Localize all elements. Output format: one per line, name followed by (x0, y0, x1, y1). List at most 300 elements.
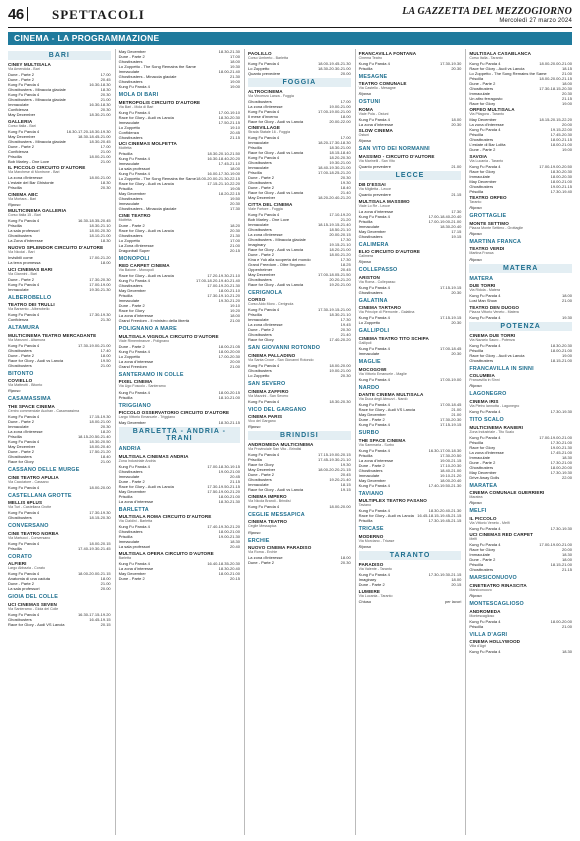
town-heading: CORATO (8, 553, 33, 560)
film-title: Dune - Parte 2 (8, 276, 35, 282)
showtimes: 20.30 (451, 320, 462, 326)
showtimes: 18.00-20.00 (218, 348, 241, 354)
cinema-name: CINEY MULTISALA (8, 62, 51, 67)
cinema-address: Martina Franca (469, 251, 494, 256)
showtimes: 19.05 (230, 186, 241, 192)
film-title: Dune - Parte 2 (469, 459, 496, 465)
masthead (8, 6, 572, 28)
film-title: Race for Glory (469, 100, 496, 106)
film-title: Priscilla (358, 518, 373, 524)
showtimes: 16.45-19.15 (89, 617, 111, 622)
film-title: Ghostbusters (248, 332, 272, 338)
film-title: Race for Glory - Audi vs Lancia (469, 65, 525, 71)
showtimes: 18.30-21.00 (329, 145, 351, 151)
cinema-name: TEATRO VERDI (469, 246, 505, 252)
showtimes: 20.30 (561, 90, 572, 96)
film-title: Oppenheimer (248, 266, 273, 272)
film-title: La zona d'interesse (469, 122, 504, 128)
film-title: La sala professori (118, 544, 151, 550)
film-row (248, 71, 351, 76)
closed-notice: Riposo (8, 388, 21, 394)
cinema-address: Via Sammaria - Surbo (358, 442, 394, 447)
showtimes: 20.15 (230, 575, 241, 581)
cinema-address: Via Nazario Sauro - Potenza (469, 337, 515, 342)
film-row (359, 164, 462, 169)
showtimes: 19.10 (230, 124, 241, 130)
film-row (359, 290, 462, 295)
showtimes: 19.30 (340, 180, 351, 186)
cinema-name: MULTISALA ROMA CIRCUITO D'AUTORE (118, 514, 212, 520)
showtimes: 18.30-20.30 (550, 342, 572, 348)
showtimes: 17.15-21.10-22.20 (207, 181, 241, 187)
showtimes: 18.10-21.00 (218, 394, 241, 400)
film-title: Kung Fu Panda 4 (469, 649, 501, 655)
cinema-name: PAOLILLO (248, 50, 272, 56)
film-title: Ghostbusters - Minaccia glaciale (248, 236, 306, 242)
showtimes: 17.45-21.10 (218, 161, 241, 167)
cinema-name: UCI CINEMAS SEVEN (8, 601, 57, 607)
cinema-address: Via Vittorio Veneto - Melfi (469, 520, 510, 525)
film-title: Ghostbusters (469, 357, 494, 363)
closed-notice: Riposo (358, 91, 372, 97)
showtimes: 16.45-18.15-19.45-21.15 (417, 513, 462, 519)
town-heading: SAN GIOVANNI ROTONDO (248, 345, 321, 352)
cinema-name: ARISTON (358, 274, 380, 280)
showtimes: 18.15-20.30 (89, 515, 111, 521)
showtimes: 18.40-21.00 (439, 467, 462, 473)
showtimes: 18.30-20.50 (89, 439, 111, 445)
cinema-address: Via Valente - Taranto (358, 567, 392, 571)
film-title: Ghostbusters (8, 515, 32, 521)
showtimes: 18.20-20.30 (329, 155, 351, 161)
film-title: Priscilla (118, 394, 133, 400)
cinema-name: DUE TORRI (469, 283, 496, 289)
showtimes: 17.00-20.30 (218, 353, 241, 359)
film-row (359, 122, 462, 127)
town-heading: CEGLIE MESSAPICA (248, 511, 305, 518)
town-heading: TRICASE (358, 526, 384, 533)
film-title: Dune - Parte 2 (248, 251, 275, 257)
showtimes: 20.30 (230, 201, 241, 207)
film-title: Kung Fu Panda 4 (358, 422, 390, 428)
listings-columns (8, 49, 572, 835)
film-title: Dune - Parte 2 (358, 462, 385, 468)
town-heading: CASAMASSIMA (8, 396, 51, 403)
film-row (469, 101, 572, 106)
film-title: Immaculate (358, 223, 380, 229)
film-title: Kung Fu Panda 4 (248, 363, 280, 369)
town-heading: BARLETTA (118, 506, 149, 513)
showtimes: 20.30 (451, 289, 462, 295)
section-title: SPETTACOLI (52, 7, 145, 22)
film-title: La zona d'interesse (248, 555, 283, 561)
showtimes: 18.30-20.40 (439, 223, 462, 229)
cinema-address: Via Giannini - Bari (8, 271, 37, 276)
showtimes: 18.00-20.00-21.15 (539, 75, 572, 81)
town-heading: GALLIPOLI (358, 328, 390, 335)
film-row (8, 546, 111, 551)
listing-column (8, 49, 111, 835)
city-heading: FOGGIA (248, 78, 351, 87)
film-title: May December (248, 271, 276, 277)
film-row (359, 599, 462, 604)
listing-column (465, 49, 572, 835)
showtimes: 17.00 (230, 237, 241, 243)
showtimes: 17.15-19.15 (439, 315, 462, 321)
showtimes: 18.10-21.00 (89, 233, 111, 239)
showtimes: 21.00 (230, 242, 241, 248)
showtimes: 20.20-21.20 (329, 276, 351, 282)
showtimes: 17.40-19.50-21.30 (428, 482, 462, 488)
film-title: Kung Fu Panda 4 (358, 482, 390, 488)
cinema-address: Via Martucci - Conversano (8, 535, 51, 540)
cinema-address: Melfi (469, 537, 477, 542)
cinema-name: UCI CINEMAS RED CARPET (469, 532, 534, 538)
film-title: Priscilla (469, 75, 484, 81)
showtimes: 17.20-19.30-21.10 (207, 273, 241, 279)
film-title: Race for Glory - Audi vs Lancia (8, 357, 64, 363)
film-title: Ghostbusters (8, 362, 32, 368)
cinema-address: Via Matteotti - Bitonto (8, 383, 43, 388)
closed-notice: Riposo (248, 529, 261, 535)
film-title: Ghostbusters (118, 134, 143, 140)
cinema-name: CINEVILLAGE (248, 125, 280, 131)
showtimes: 18.30-21.10 (329, 312, 351, 318)
film-title: Kung Fu Panda 4 (358, 572, 390, 578)
film-title: Kung Fu Panda 4 (8, 342, 40, 348)
film-title: Kung Fu Panda 4 (8, 281, 40, 287)
cinema-address: Zona Industriale - Tito Scalo (469, 429, 515, 434)
town-heading: OSTUNI (358, 99, 381, 106)
cinema-address: Francavilla in Sinni (469, 378, 500, 383)
film-title: Race for Glory - Audi vs Lancia (248, 281, 304, 287)
film-title: Priscilla (248, 312, 262, 318)
film-title: Ghostbusters (118, 232, 143, 238)
cinema-address: Barletta (118, 555, 132, 560)
showtimes: 16.30-17.00-18.30 (428, 447, 462, 453)
film-title: Kung Fu Panda 4 (8, 510, 40, 516)
film-row (8, 485, 111, 490)
cinema-name: PICCOLO OSSERVATORIO CIRCUITO D'AUTORE (118, 410, 230, 416)
film-title: Ghostbusters (248, 477, 272, 483)
film-title: Dune - Parte 2 (118, 343, 145, 349)
film-title: Confidenza (118, 129, 139, 135)
city-heading: LECCE (359, 171, 462, 180)
film-title: Priscilla (248, 145, 262, 151)
showtimes: 17.30-19.50-21.15 (207, 483, 241, 489)
film-title: May December (118, 570, 146, 576)
showtimes: 18.00 (561, 293, 572, 299)
showtimes: 17.00-19.00-21.00 (539, 542, 572, 548)
cinema-name: METROPOLIS CIRCUITO D'AUTORE (118, 99, 201, 105)
showtimes: 18.00-20.40 (439, 477, 462, 483)
film-title: Ghostbusters - Minaccia glaciale (8, 97, 66, 103)
film-title: Kung Fu Panda 4 (469, 314, 501, 320)
film-row (119, 248, 240, 253)
cinema-name: DANTE CINEMA MULTISALA (358, 392, 424, 398)
showtimes: 21.40 (340, 190, 351, 196)
showtimes: 18.30-21.10 (89, 223, 111, 229)
showtimes: 18.15-21.00 (550, 357, 572, 363)
town-heading: GALATINA (358, 297, 388, 304)
showtimes: 21.30 (100, 317, 111, 323)
cinema-address: Via Ugo Foscolo - Santeramo (118, 384, 166, 389)
film-title: Dune - Parte 2 (248, 175, 275, 181)
cinema-name: CINEMA IRIS (469, 398, 499, 404)
film-title: Priscilla (358, 452, 373, 458)
film-title: Priscilla (469, 132, 484, 138)
showtimes: 17.30-19.30 (550, 525, 572, 531)
showtimes: 18.00-20.00-21.00 (539, 60, 572, 66)
film-title: Quanto prevedere (248, 70, 281, 76)
town-heading: VILLA D'AGRI (469, 631, 508, 638)
film-title: Race for Glory (469, 444, 496, 450)
town-heading: MARATEA (469, 482, 498, 489)
film-title: May December (469, 469, 497, 475)
showtimes: 17.30-19.10-21.20 (207, 293, 241, 299)
showtimes: 18.00 (340, 113, 351, 119)
cinema-address: Largo Abbazia - Corato (8, 566, 45, 571)
showtimes: 21.00 (100, 158, 111, 164)
film-title: May December (469, 117, 497, 123)
showtimes: 21.00 (100, 148, 111, 154)
showtimes: 17.00-21.20 (89, 255, 111, 261)
cinema-name: CINEMA COMUNALE GUERRIERI (469, 490, 545, 496)
cinema-name: IL PICCOLO CIRCUITO D'AUTORE (8, 165, 86, 171)
film-title: Kung Fu Panda 4 (469, 618, 501, 624)
film-title: Kung Fu Panda 4 (8, 540, 40, 546)
cinema-name: CINE TEATRO NORBA (8, 530, 59, 536)
showtimes: 18.00-20.15 (218, 389, 241, 395)
cinema-name: ANDROMEDA MULTICINEMA (248, 442, 314, 448)
showtimes: 18.00-21.00 (218, 570, 241, 576)
film-title: Kung Fu Panda 4 (469, 60, 501, 66)
film-title: Immaculate (8, 424, 29, 430)
film-title: Kung Fu Panda 4 (8, 92, 40, 98)
film-row (469, 475, 572, 480)
showtimes: 17.30 (340, 236, 351, 242)
showtimes: 19.00-21.30 (550, 444, 572, 450)
showtimes: 21.00 (230, 363, 241, 369)
film-title: May December (118, 488, 146, 494)
cinema-name: LUMIERE (358, 588, 381, 594)
showtimes: 21.15 (451, 192, 462, 198)
film-title: Kung Fu Panda 4 (469, 409, 501, 415)
cinema-address: Marsiconuovo (469, 587, 492, 592)
showtimes: 17.15-19.30 (89, 414, 111, 420)
film-title: La zona d'interesse (358, 121, 394, 127)
showtimes: 18.15-18.40 (329, 150, 351, 156)
film-row (469, 567, 572, 572)
showtimes: 18.00-19.45-21.30 (317, 60, 351, 66)
film-title: Race for Glory - Audi vs Lancia (118, 114, 174, 120)
showtimes: 17.50-21.20 (89, 449, 111, 455)
film-title: Ghostbusters (358, 233, 383, 239)
showtimes: 19.00 (230, 79, 241, 84)
showtimes: 18.00-20.30 (89, 228, 111, 234)
showtimes: 17.30-20.30 (439, 417, 462, 423)
listing-column (115, 49, 240, 835)
film-title: Ghostbusters (469, 567, 494, 573)
showtimes: 18.00-20.30 (550, 173, 572, 179)
film-title: Kung Fu Panda 4 (358, 376, 390, 382)
showtimes: 17.45-20.30 (550, 132, 572, 138)
film-title: Race for Glory (118, 308, 145, 314)
film-title: Kina e Yuk alla scoperta del mondo (248, 256, 311, 262)
cinema-address: Ostuni (358, 133, 370, 138)
cinema-address: Via Roma - Collepasso (358, 279, 396, 284)
paper-name: LA GAZZETTA DEL MEZZOGIORNO (402, 6, 572, 17)
cinema-name: CINEMA ZAFFIRO (248, 388, 289, 394)
cinema-name: MULTIPLEX TEATRO FASANO (358, 498, 427, 504)
film-title: Lo Zoppetto - The Song Remains the Same (118, 64, 196, 69)
showtimes: 17.30-19.30 (550, 469, 572, 475)
film-title: Imaginary (248, 241, 266, 247)
showtimes: 17.30-19.30 (439, 60, 462, 66)
town-heading: FRANCAVILLA IN SINNI (469, 365, 534, 372)
film-title: Priscilla (8, 223, 22, 229)
showtimes: 17.00-18.20-19.40-21.40 (195, 278, 241, 284)
film-title: Grand Freedom - Oltre l'inganno (248, 261, 306, 267)
showtimes: 17.00-18.45 (439, 402, 462, 408)
cinema-address: Zona Industriale Andria (118, 458, 156, 463)
town-heading: CASTELLANA GROTTE (8, 492, 72, 499)
showtimes: 17.00-19.00 (439, 376, 462, 382)
film-title: Kung Fu Panda 4 (8, 612, 40, 617)
film-title: Lost Man Show (469, 298, 497, 304)
cinema-address: Via Bari - Mola di Bari (118, 104, 154, 109)
showtimes: 18.30-21.30 (218, 49, 241, 54)
film-title: Priscilla (8, 434, 22, 440)
film-row (119, 318, 240, 323)
film-title: Lo Zoppetto (248, 65, 270, 71)
film-title: Kung Fu Panda 4 (358, 213, 390, 219)
town-heading: BITONTO (8, 370, 34, 377)
showtimes: 19.00 (561, 100, 572, 106)
film-title: Lo Zoppetto (118, 124, 141, 130)
film-row (248, 282, 351, 287)
film-row (359, 351, 462, 356)
showtimes: 21.40 (340, 332, 351, 338)
showtimes: 17.10-19.20 (329, 211, 351, 217)
showtimes: 18.00-21.00 (89, 419, 111, 425)
showtimes: 20.45 (340, 472, 351, 478)
film-title: Race for Glory (248, 337, 274, 343)
closed-notice: Riposo (8, 201, 21, 207)
city-heading: BRINDISI (248, 431, 351, 440)
film-row (8, 622, 111, 627)
film-title: Race for Glory - Audi vs Lancia (118, 181, 174, 187)
showtimes: 18.20 (230, 222, 241, 228)
showtimes: 17.00-18.05-21.50 (317, 271, 351, 277)
film-title: La zona d'interesse (248, 322, 283, 328)
showtimes: 17.00-19.00-21.00 (428, 218, 462, 224)
film-title: Dune - Parte 2 (118, 303, 145, 309)
cinema-name: IL PICCOLO (469, 515, 497, 521)
film-title: Immaculate (248, 317, 269, 323)
showtimes: 20.30 (100, 185, 111, 191)
cinema-name: GALLERIA (8, 118, 33, 124)
film-title: Kung Fu Panda 4 (8, 414, 40, 420)
film-row (248, 399, 351, 404)
showtimes: 18.30-21.15 (218, 420, 241, 426)
film-title: Race for Glory (469, 168, 496, 174)
film-title: Priscilla (118, 493, 133, 499)
film-title: Priscilla (469, 188, 484, 194)
city-heading: TARANTO (359, 551, 462, 560)
showtimes: 18.20 (100, 429, 111, 435)
film-title: Ghostbusters - Minaccia glaciale (8, 87, 66, 93)
cinema-address: Cinema Teatro (358, 55, 382, 60)
town-heading: SAN SEVERO (248, 381, 286, 388)
showtimes: 21.00 (451, 412, 462, 418)
film-title: La zona d'interesse (8, 429, 43, 435)
city-heading: MATERA (469, 264, 572, 273)
film-title: La zona d'interesse (469, 449, 504, 455)
film-title: May December (469, 178, 497, 184)
showtimes: 21.00 (230, 318, 241, 324)
showtimes: 16.00-17.30-19.00 (207, 171, 241, 177)
showtimes: 19.00 (561, 147, 572, 153)
film-title: Priscilla (469, 347, 484, 353)
film-title: Priscilla (8, 185, 22, 191)
film-title: Dune - Parte 2 (8, 352, 35, 358)
film-title: Lo Zoppetto - The Song Remains the Same (118, 176, 196, 182)
closed-notice: Riposo (248, 424, 261, 430)
town-heading: TAVIANO (358, 490, 384, 497)
showtimes: 18.00-20.20-21.15 (317, 467, 351, 473)
showtimes: 17.00-19.00-21.00 (317, 108, 351, 114)
showtimes: 17.30 (340, 317, 351, 323)
film-title: La zona d'interesse (248, 231, 283, 237)
showtimes: 19.00 (230, 84, 241, 89)
listing-column (355, 49, 462, 835)
showtimes: 17.30 (230, 206, 241, 212)
showtimes: 18.30 (561, 454, 572, 460)
showtimes: 18.00-21.00 (218, 493, 241, 499)
showtimes: 18.00-20.15 (89, 540, 111, 546)
cinema-address: Via Provinciale San Vito - Brindisi (248, 447, 302, 452)
showtimes: 17.30-20.30 (89, 276, 111, 282)
film-title: Immaculate (118, 473, 140, 479)
film-title: Ghostbusters (469, 85, 494, 91)
town-heading: CERIGNOLA (248, 289, 283, 296)
showtimes: 17.00-18.40-20.40 (428, 213, 462, 219)
film-title: Ghostbusters (118, 283, 143, 289)
showtimes: 18.30 (561, 649, 572, 655)
film-title: Dune - Parte 2 (8, 419, 35, 425)
town-heading: SANTERAMO IN COLLE (118, 371, 184, 378)
cinema-address: Via Morciano - Tricase (358, 538, 395, 543)
showtimes: 18.00-21.40 (218, 69, 241, 74)
film-title: Priscilla (8, 545, 22, 551)
cinema-address: Piazza Monte Settimo - Grottaglie (469, 225, 524, 230)
showtimes: 17.15-19.15 (439, 422, 462, 428)
film-title: Immaculate (469, 552, 491, 558)
showtimes: 19.00 (561, 352, 572, 358)
showtimes: 18.15-19.15-21.40 (317, 221, 351, 227)
film-title: Kung Fu Panda 4 (8, 571, 40, 577)
film-title: La Zona d'interesse (118, 242, 154, 248)
showtimes: 17.15-19.00-20.15 (317, 452, 351, 458)
showtimes: 20.00 (100, 586, 111, 592)
film-title: Ghostbusters (248, 368, 272, 374)
showtimes: 21.00 (561, 70, 572, 76)
town-heading: ANDRIA (118, 446, 141, 453)
cinema-name: CINETEATRO RINASCITA (469, 582, 527, 588)
film-title: Dune - Parte 2 (248, 185, 275, 191)
showtimes: 18.00 (100, 260, 111, 266)
